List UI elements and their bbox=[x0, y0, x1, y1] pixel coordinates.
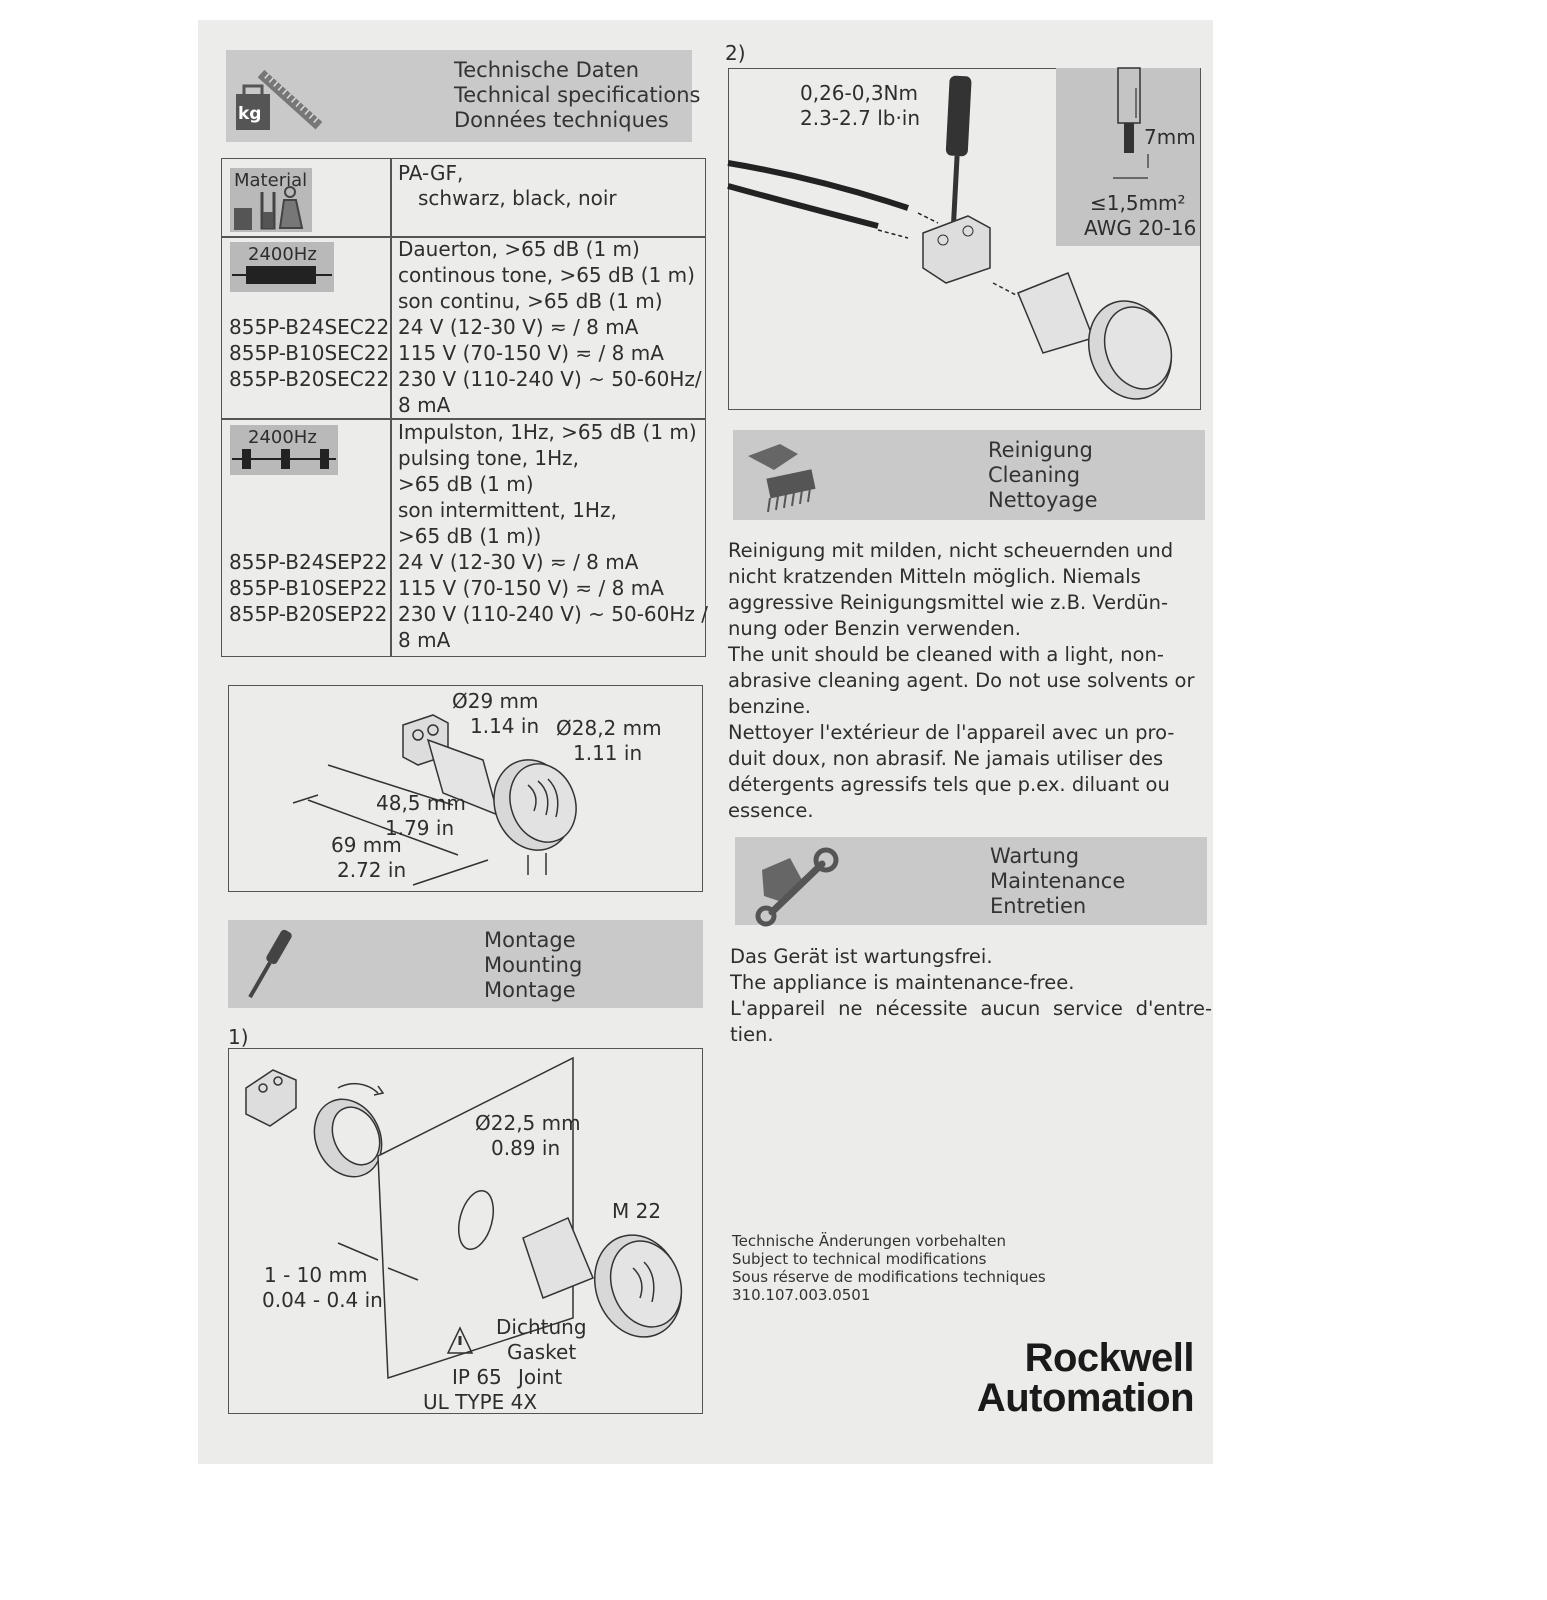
pulsing-rating-4: 8 mA bbox=[398, 628, 451, 652]
pulsing-tone-signal-icon bbox=[232, 446, 336, 472]
pulsing-rating-2: 115 V (70-150 V) ≂ / 8 mA bbox=[398, 576, 664, 600]
continuous-rating-3: 230 V (110-240 V) ~ 50-60Hz/ bbox=[398, 367, 702, 391]
pulsing-desc-2: pulsing tone, 1Hz, bbox=[398, 446, 580, 470]
pulsing-desc-3: >65 dB (1 m) bbox=[398, 472, 534, 496]
cleaning-fr-1: Nettoyer l'extérieur de l'appareil avec un pro- bbox=[728, 721, 1175, 744]
wire-cross-section: ≤1,5mm² bbox=[1090, 191, 1186, 215]
cleaning-en-1: The unit should be cleaned with a light, non- bbox=[728, 643, 1164, 666]
continuous-desc-3: son continu, >65 dB (1 m) bbox=[398, 289, 663, 313]
gasket-fr: Joint bbox=[518, 1365, 563, 1389]
cleaning-de-4: nung oder Benzin verwenden. bbox=[728, 617, 1021, 640]
mounting-titles bbox=[484, 928, 582, 1003]
dim-48mm: 48,5 mm bbox=[376, 791, 466, 815]
tech-title-de: Technische Daten bbox=[454, 58, 640, 82]
wire-awg: AWG 20-16 bbox=[1084, 216, 1197, 240]
torque-nm: 0,26-0,3Nm bbox=[800, 81, 918, 105]
tech-title-fr: Données techniques bbox=[454, 108, 669, 132]
table-col-divider bbox=[390, 158, 392, 657]
continuous-model-1: 855P-B24SEC22 bbox=[229, 315, 390, 339]
step2-label: 2) bbox=[725, 41, 746, 65]
cleaning-de-2: nicht kratzenden Mitteln möglich. Niemals bbox=[728, 565, 1141, 588]
kg-icon-label: kg bbox=[238, 104, 262, 124]
doc-number: 310.107.003.0501 bbox=[732, 1286, 871, 1304]
continuous-model-3: 855P-B20SEC22 bbox=[229, 367, 390, 391]
dim-69mm: 69 mm bbox=[331, 833, 402, 857]
dim-69in: 2.72 in bbox=[337, 858, 407, 882]
tech-title-en: Technical specifications bbox=[454, 83, 701, 107]
gasket-en: Gasket bbox=[507, 1340, 577, 1364]
continuous-desc-1: Dauerton, >65 dB (1 m) bbox=[398, 237, 640, 261]
footer-en: Subject to technical modifications bbox=[732, 1250, 987, 1268]
panel-mount-illustration bbox=[228, 1048, 703, 1414]
continuous-rating-4: 8 mA bbox=[398, 393, 451, 417]
cleaning-title-de: Reinigung bbox=[988, 438, 1093, 462]
pulsing-desc-1: Impulston, 1Hz, >65 dB (1 m) bbox=[398, 420, 697, 444]
dim-48in: 1.79 in bbox=[385, 816, 455, 840]
maintenance-titles bbox=[990, 844, 1125, 919]
hole-dia-mm: Ø22,5 mm bbox=[475, 1111, 581, 1135]
continuous-tone-signal-icon bbox=[232, 262, 332, 288]
panel-thickness-mm: 1 - 10 mm bbox=[264, 1263, 368, 1287]
screwdriver-icon bbox=[236, 924, 300, 1008]
cleaning-fr-2: duit doux, non abrasif. Ne jamais utiliser des bbox=[728, 747, 1164, 770]
cleaning-title-fr: Nettoyage bbox=[988, 488, 1098, 512]
footer-de: Technische Änderungen vorbehalten bbox=[732, 1232, 1007, 1250]
maintenance-title-fr: Entretien bbox=[990, 894, 1087, 918]
cleaning-fr-3: détergents agressifs tels que p.ex. diluant ou bbox=[728, 773, 1170, 796]
maintenance-title-de: Wartung bbox=[990, 844, 1080, 868]
step1-label: 1) bbox=[228, 1025, 249, 1049]
cleaning-en-3: benzine. bbox=[728, 695, 811, 718]
dim-29mm: Ø29 mm bbox=[452, 689, 539, 713]
material-label: Material bbox=[234, 170, 308, 191]
logo-line-2: Automation bbox=[976, 1376, 1194, 1420]
brush-icon bbox=[740, 436, 830, 518]
maintenance-fr-1: L'appareil ne nécessite aucun service d'entre- bbox=[730, 997, 1212, 1020]
mounting-title-fr: Montage bbox=[484, 978, 576, 1002]
thread-label: M 22 bbox=[612, 1199, 662, 1223]
ip-rating: IP 65 bbox=[452, 1365, 502, 1389]
maintenance-text bbox=[730, 944, 1212, 1048]
cleaning-fr-4: essence. bbox=[728, 799, 814, 822]
continuous-freq-label: 2400Hz bbox=[248, 244, 317, 265]
ul-rating: UL TYPE 4X bbox=[423, 1390, 538, 1414]
scale-ruler-icon bbox=[232, 62, 322, 138]
mounting-title-en: Mounting bbox=[484, 953, 583, 977]
hole-dia-in: 0.89 in bbox=[491, 1136, 561, 1160]
dim-28mm: Ø28,2 mm bbox=[556, 716, 662, 740]
dim-29in: 1.14 in bbox=[470, 714, 540, 738]
cleaning-title-en: Cleaning bbox=[988, 463, 1081, 487]
maintenance-de: Das Gerät ist wartungsfrei. bbox=[730, 945, 993, 968]
mounting-title-de: Montage bbox=[484, 928, 576, 952]
footer-fr: Sous réserve de modifications techniques bbox=[732, 1268, 1046, 1286]
panel-thickness-in: 0.04 - 0.4 in bbox=[262, 1288, 383, 1312]
pulsing-rating-3: 230 V (110-240 V) ~ 50-60Hz / bbox=[398, 602, 708, 626]
pulsing-rating-1: 24 V (12-30 V) ≂ / 8 mA bbox=[398, 550, 639, 574]
dim-28in: 1.11 in bbox=[573, 741, 643, 765]
pulsing-model-1: 855P-B24SEP22 bbox=[229, 550, 388, 574]
maintenance-en: The appliance is maintenance-free. bbox=[730, 971, 1075, 994]
maintenance-title-en: Maintenance bbox=[990, 869, 1126, 893]
tech-data-titles bbox=[454, 58, 700, 133]
pulsing-model-3: 855P-B20SEP22 bbox=[229, 602, 388, 626]
pulsing-model-2: 855P-B10SEP22 bbox=[229, 576, 388, 600]
cleaning-de-3: aggressive Reinigungsmittel wie z.B. Verdün- bbox=[728, 591, 1168, 614]
maintenance-fr-2: tien. bbox=[730, 1023, 774, 1046]
torque-lb: 2.3-2.7 lb·in bbox=[800, 106, 921, 130]
cleaning-de-1: Reinigung mit milden, nicht scheuernden und bbox=[728, 539, 1174, 562]
logo-line-1: Rockwell bbox=[1024, 1336, 1194, 1380]
pulsing-desc-5: >65 dB (1 m)) bbox=[398, 524, 542, 548]
material-line1: PA-GF, bbox=[398, 161, 464, 185]
wrench-hand-icon bbox=[742, 840, 842, 924]
rockwell-automation-logo bbox=[860, 1338, 1194, 1418]
strip-length: 7mm bbox=[1144, 125, 1196, 149]
cleaning-titles bbox=[988, 438, 1098, 513]
pulsing-desc-4: son intermittent, 1Hz, bbox=[398, 498, 617, 522]
material-line2: schwarz, black, noir bbox=[418, 186, 617, 210]
cleaning-en-2: abrasive cleaning agent. Do not use solvents or bbox=[728, 669, 1195, 692]
continuous-rating-1: 24 V (12-30 V) ≂ / 8 mA bbox=[398, 315, 639, 339]
continuous-desc-2: continous tone, >65 dB (1 m) bbox=[398, 263, 695, 287]
gasket-de: Dichtung bbox=[496, 1315, 587, 1339]
pulsing-freq-label: 2400Hz bbox=[248, 427, 317, 448]
cleaning-text bbox=[728, 538, 1212, 824]
continuous-model-2: 855P-B10SEC22 bbox=[229, 341, 390, 365]
continuous-rating-2: 115 V (70-150 V) ≂ / 8 mA bbox=[398, 341, 664, 365]
